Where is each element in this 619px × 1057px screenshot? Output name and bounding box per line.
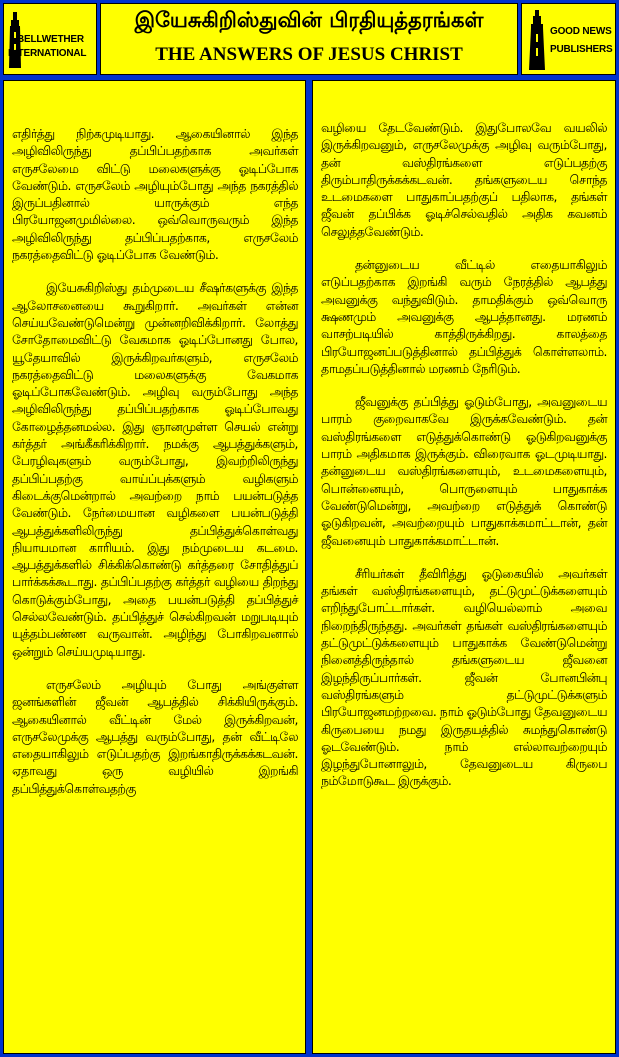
left-text-column — [3, 80, 306, 1054]
left-paragraph-1: எதிர்த்து நிற்கமுடியாது. ஆகையினால் இந்த அழிவிலிருந்து தப்பிப்பதற்காக அவர்கள் எருசலேமை விட்டு மலைகளுக்கு ஓடிப்போக வேண்டும். எருசலேம் அழியும்போது அந்த நகரத்தில் இருப்பதினால் யாருக்கும் எந்த பிரயோஜனமுமில்லை. ஒவ்வொருவரும் இந்த அழிவிலிருந்து தப்பிப்பதற்காக, எருசலேம் நகரத்தைவிட்டு ஓடிப்போக வேண்டும். — [12, 126, 298, 263]
page-header — [0, 0, 619, 78]
page-title-tamil: இயேசுகிறிஸ்துவின் பிரதியுத்தரங்கள் — [134, 8, 484, 32]
right-paragraph-2: தன்னுடைய வீட்டில் எதையாகிலும் எடுப்பதற்காக இறங்கி வரும் நேரத்தில் ஆபத்து அவனுக்கு வந்துவிடும். தாமதிக்கும் ஒவ்வொரு க்ஷணமும் அவனுக்கு ஆபத்தானது. மரணம் வாசற்படியில் காத்திருக்கிறது. காலத்தை பிரயோஜனப்படுத்தினால் தப்பித்துக் கொள்ளலாம். தாமதப்படுத்தினால் மரணம் நேரிடும். — [321, 257, 607, 376]
right-paragraph-1: வழியை தேடவேண்டும். இதுபோலவே வயலில் இருக்கிறவனும், எருசலேமுக்கு அழிவு வரும்போது, தன் வஸ்திரங்களை எடுப்பதற்கு திரும்பாதிருக்கக்கடவன். தங்களுடைய சொந்த உடமைகளை பாதுகாப்பதற்குப் பதிலாக, தங்கள் ஜீவன் தப்பிக்க ஓடிச்செல்வதில் அதிக கவனம் செலுத்தவேண்டும். — [321, 120, 607, 239]
right-paragraph-4: சீரியர்கள் தீவிரித்து ஓடுகையில் அவர்கள் தங்கள் வஸ்திரங்களையும், தட்டுமுட்டுக்களையும் எறிந்துபோட்டார்கள். வழியெல்லாம் அவை நிறைந்திருந்தது. அவர்கள் தங்கள் வஸ்திரங்களையும் தட்டுமுட்டுக்களையும் பாதுகாக்க வேண்டுமென்று நினைத்திருந்தால் தங்களுடைய ஜீவனை இழந்திருப்பார்கள். ஜீவன் போனபின்பு வஸ்திரங்களும் தட்டுமுட்டுக்களும் பிரயோஜனமற்றவை. நாம் ஓடும்போது தேவனுடைய கிருபையை நமது இருதயத்தில் சுமந்துகொண்டு ஓடவேண்டும். நாம் எல்லாவற்றையும் இழந்துபோனாலும், தேவனுடைய கிருபை நம்மோடுகூட இருக்கும். — [321, 565, 607, 789]
tower-icon — [528, 10, 546, 70]
left-logo-line2: INTERNATIONAL — [8, 48, 87, 59]
right-logo-line2: PUBLISHERS — [550, 44, 613, 55]
title-box — [100, 3, 518, 75]
good-news-logo — [521, 3, 616, 75]
right-logo-line1: GOOD NEWS — [550, 26, 612, 37]
left-paragraph-3: எருசலேம் அழியும் போது அங்குள்ள ஜனங்களின் ஜீவன் ஆபத்தில் சிக்கியிருக்கும். ஆகையினால் வீட்டின் மேல் இருக்கிறவன், எருசலேமுக்கு ஆபத்து வரும்போது, தன் வீட்டிலே எதையாகிலும் எடுப்பதற்கு இறங்காதிருக்கக்கடவன். ஏதாவது ஒரு வழியில் இறங்கி தப்பித்துக்கொள்வதற்கு — [12, 676, 298, 796]
bellwether-logo — [3, 3, 97, 75]
left-paragraph-2: இயேசுகிறிஸ்து தம்முடைய சீஷர்களுக்கு இந்த ஆலோசனையை கூறுகிறார். அவர்கள் என்ன செய்யவேண்டுமென்று முன்னறிவிக்கிறார். லோத்து சோதோமைவிட்டு வேகமாக ஓடிப்போனது போல, யூதேயாவில் இருக்கிறவர்களும், எருசலேம் நகரத்தைவிட்டு மலைகளுக்கு வேகமாக ஓடிப்போகவேண்டும். அழிவு வரும்போது அந்த அழிவிலிருந்து தப்பிப்பதற்காக ஓடிப்போவது கோழைத்தனமல்ல. இது ஞானமுள்ள செயல் என்று கர்த்தர் அங்கீகரிக்கிறார். நமக்கு ஆபத்துக்களும், பேரழிவுகளும் வரும்போது, இவற்றிலிருந்து தப்பிப்பதற்கு வாய்ப்புக்களும் வழிகளும் கிடைக்குமென்றால் அவற்றை நாம் பயன்படுத்த வேண்டும். நேர்மையான வழிகளை பயன்படுத்தி ஆபத்துக்களிலிருந்து தப்பித்துக்கொள்வது நியாயமான காரியம். இது நம்முடைய கடமை. ஆபத்துக்களில் சிக்கிக்கொண்டு கர்த்தரை சோதித்துப் பார்க்கக்கூடாது. தப்பிப்பதற்கு கர்த்தர் வழியை திறந்து கொடுக்கும்போது, அதை பயன்படுத்தி தப்பித்துச் செல்லவேண்டும். தப்பித்துச் செல்கிறவன் மறுபடியும் யுத்தம்பண்ண வருவான். அழிந்து போகிறவனால் ஒன்றும் செய்யமுடியாது. — [12, 280, 298, 659]
left-logo-line1: BELLWETHER — [17, 34, 84, 45]
page-title-english: THE ANSWERS OF JESUS CHRIST — [155, 44, 463, 65]
right-paragraph-3: ஜீவனுக்கு தப்பித்து ஓடும்போது, அவனுடைய பாரம் குறைவாகவே இருக்கவேண்டும். தன் வஸ்திரங்களை எடுத்துக்கொண்டு ஓடுகிறவனுக்கு பாரம் அதிகமாக இருக்கும். விரைவாக ஓடமுடியாது. தன்னுடைய வஸ்திரங்களையும், உடமைகளையும், பொன்னையும், பொருளையும் பாதுகாக்க வேண்டுமென்று, அவற்றை எடுத்துக் கொண்டு ஓடுகிறவன், அவற்றையும் பாதுகாக்கமாட்டான், தன் ஜீவனையும் பாதுகாக்கமாட்டான். — [321, 394, 607, 548]
right-text-column — [312, 80, 616, 1054]
